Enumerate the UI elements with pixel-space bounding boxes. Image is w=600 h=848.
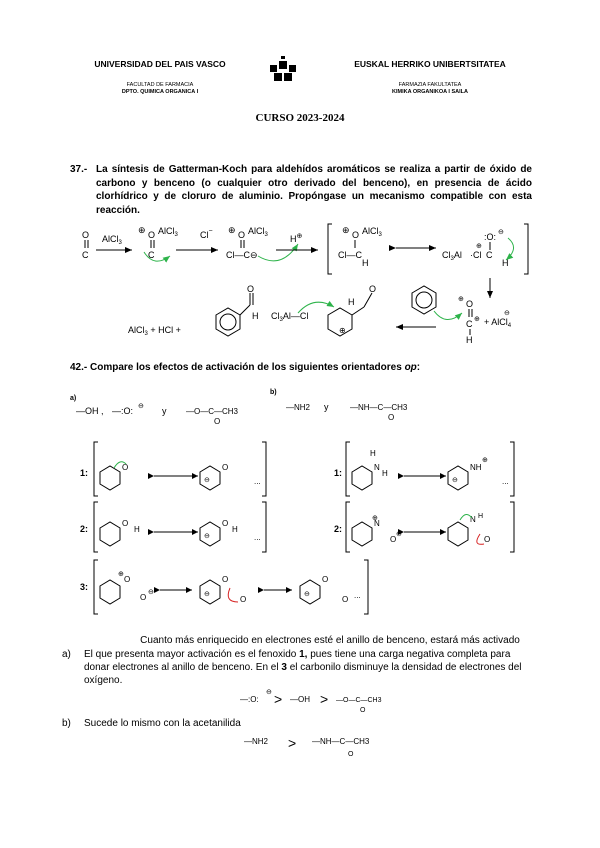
university-name-es: UNIVERSIDAD DEL PAIS VASCO: [94, 59, 226, 69]
svg-text:N: N: [470, 515, 476, 524]
svg-text:NH: NH: [470, 463, 482, 472]
svg-text:O: O: [360, 707, 366, 714]
svg-text:AlCl3: AlCl$_3$: [158, 226, 178, 238]
svg-text:⊖: ⊖: [304, 591, 310, 598]
header-right: [330, 59, 530, 96]
q37-scheme-row2: [66, 285, 536, 360]
svg-text:—O—C—CH3: —O—C—CH3: [336, 697, 382, 704]
svg-text:⊖: ⊖: [498, 229, 504, 236]
svg-text:H: H: [348, 297, 355, 307]
answer-a-label: a): [62, 649, 71, 660]
sub-oh: —OH ,: [76, 406, 104, 416]
svg-text:⊖: ⊖: [204, 477, 210, 484]
svg-text:⊕: ⊕: [474, 316, 480, 323]
svg-text:⊖: ⊖: [396, 531, 402, 538]
alcl3-reagent: AlCl$_3$: [102, 234, 122, 246]
q42-heading: [70, 361, 540, 374]
svg-text:H: H: [134, 525, 140, 534]
svg-text:H: H: [502, 258, 509, 268]
svg-text:...: ...: [254, 477, 261, 486]
formyl-complex-a: [338, 225, 383, 268]
header-left: [70, 59, 250, 96]
svg-text:C: C: [148, 250, 155, 260]
svg-text:...: ...: [254, 533, 261, 542]
q37-text: La síntesis de Gatterman-Koch para aldehídos aromáticos se realiza a partir de óxido de carbono y benceno (o cualquier otro derivado del benceno), en presencia de ácido clorhídrico y de cloruro de aluminio. Propóngase un mecanismo compatible con esta reacción.: [96, 164, 532, 216]
svg-text:C: C: [466, 319, 473, 329]
co-molecule: [82, 230, 89, 260]
q37-number: 37.-: [70, 164, 88, 175]
y-a: y: [162, 406, 167, 416]
co-alcl3-complex: [138, 225, 179, 260]
svg-text:C: C: [486, 250, 493, 260]
faculty-eu: FARMAZIA FAKULTATEA: [398, 82, 462, 88]
svg-text:H: H: [370, 449, 376, 458]
svg-text:H: H: [362, 258, 369, 268]
svg-text:O: O: [390, 535, 397, 544]
svg-text:⊕: ⊕: [482, 457, 488, 464]
row2-label-b: 2:: [334, 524, 343, 534]
svg-text::O:: :O:: [484, 232, 497, 242]
svg-text:—:O:: —:O:: [240, 695, 259, 704]
svg-text:⊖: ⊖: [204, 591, 210, 598]
svg-text:...: ...: [502, 477, 509, 486]
proton: H⊕: [290, 233, 303, 244]
sub-nh-acetyl: —NH—C—CH3: [350, 403, 408, 412]
q42-text: Compare los efectos de activación de los siguientes orientadores op:: [90, 362, 421, 373]
university-name-eu: EUSKAL HERRIKO UNIBERTSITATEA: [354, 59, 506, 69]
svg-text:⊖: ⊖: [266, 689, 272, 696]
svg-text:O: O: [388, 413, 395, 422]
svg-text:O: O: [484, 535, 491, 544]
svg-text:Cl3Al: $Cl_3Al$: [442, 250, 462, 262]
svg-text:>: >: [274, 691, 283, 707]
svg-text:O: O: [322, 575, 329, 584]
svg-text:O: O: [122, 463, 129, 472]
svg-text:⊕: ⊕: [118, 571, 124, 578]
chloride: Cl−: [200, 228, 213, 240]
formyl-cation: [458, 296, 480, 345]
svg-text:⊕: ⊕: [458, 296, 464, 303]
svg-text:N: N: [374, 463, 380, 472]
course-title: CURSO 2023-2024: [255, 112, 345, 124]
answer-b-label: b): [62, 718, 71, 729]
benzaldehyde: [216, 285, 259, 336]
label-b: b): [270, 389, 277, 396]
svg-text:⊖: ⊖: [148, 589, 154, 596]
svg-text:⊖: ⊖: [138, 403, 144, 410]
sigma-complex: [328, 285, 376, 336]
svg-text:Cl—C: Cl—C: [338, 250, 362, 260]
svg-text:...: ...: [354, 591, 361, 600]
sub-o-acetyl: —O—C—CH3: [186, 407, 239, 416]
department-eu: KIMIKA ORGANIKOA I SAILA: [392, 89, 468, 95]
svg-text:—NH—C—CH3: —NH—C—CH3: [312, 737, 370, 746]
svg-text:O: O: [140, 593, 147, 602]
svg-text:⊕: ⊕: [138, 225, 146, 235]
svg-text:O: O: [122, 519, 129, 528]
svg-text:O: O: [124, 575, 131, 584]
svg-text:O: O: [222, 463, 229, 472]
sub-o-minus: —:O:: [112, 406, 134, 416]
sub-nh2: —NH2: [286, 403, 311, 412]
answer-a-text: El que presenta mayor activación es el fenoxido 1, pues tiene una carga negativa completa para donar electrones al anillo de benceno. En el 3 el carbonilo disminuye la densidad de electrones del oxígeno.: [84, 649, 522, 686]
svg-text:O: O: [222, 575, 229, 584]
row1-label-a: 1:: [80, 468, 89, 478]
svg-text:⊕: ⊕: [228, 225, 236, 235]
svg-text:—NH2: —NH2: [244, 737, 269, 746]
row1-label-b: 1:: [334, 468, 343, 478]
svg-text:Cl—C: Cl—C: [226, 250, 250, 260]
acyl-chloride-complex: [226, 225, 269, 260]
svg-text:⊖: ⊖: [452, 477, 458, 484]
svg-text:O: O: [369, 285, 377, 294]
order-a: [240, 684, 400, 714]
summary-text: Cuanto más enriquecido en electrones esté el anillo de benceno, estará más activado: [140, 635, 520, 646]
q42-number: 42.-: [70, 362, 88, 373]
svg-text:O: O: [352, 230, 360, 240]
svg-text:AlCl3: AlCl$_3$: [362, 226, 382, 238]
svg-text:⊕: ⊕: [476, 243, 482, 250]
svg-text:H: H: [232, 525, 238, 534]
svg-text:O: O: [247, 285, 255, 294]
svg-text:C: C: [82, 250, 89, 260]
svg-text:⊕: ⊕: [372, 515, 378, 522]
svg-text:O: O: [342, 595, 349, 604]
answer-b-text: Sucede lo mismo con la acetanilida: [84, 718, 241, 729]
q42-resonance-structures: [70, 438, 540, 618]
svg-text:H: H: [466, 335, 473, 345]
svg-text:O: O: [466, 299, 474, 309]
order-b: [244, 730, 404, 760]
y-b: y: [324, 402, 329, 412]
svg-text:O: O: [238, 230, 246, 240]
svg-text:O: O: [82, 230, 90, 240]
svg-text:⊖: ⊖: [250, 250, 258, 260]
products-text: AlCl$_3$ + HCl +: [128, 325, 181, 337]
benzene-attack: [412, 286, 436, 314]
svg-text:O: O: [348, 751, 354, 758]
svg-text:⊖: ⊖: [204, 533, 210, 540]
svg-text:O: O: [148, 230, 156, 240]
department-es: DPTO. QUIMICA ORGANICA I: [121, 89, 199, 95]
svg-text:⊕: ⊕: [339, 326, 346, 335]
faculty-es: FACULTAD DE FARMACIA: [126, 82, 194, 88]
svg-text:>: >: [288, 735, 297, 751]
svg-text:—OH: —OH: [290, 695, 310, 704]
row3-label: 3:: [80, 582, 89, 592]
q42-substituents: [66, 382, 540, 424]
svg-text:O: O: [240, 595, 247, 604]
university-logo-icon: [268, 55, 298, 85]
svg-text:H: H: [478, 513, 484, 520]
svg-text:O: O: [222, 519, 229, 528]
svg-text:⊖: ⊖: [504, 310, 510, 317]
row2-label-a: 2:: [80, 524, 89, 534]
svg-text:O: O: [214, 417, 221, 424]
svg-text:H: H: [252, 311, 259, 321]
svg-text:·Cl: ·Cl: [470, 250, 482, 260]
alcl4: + AlCl$_4$: [484, 317, 512, 329]
label-a: a): [70, 395, 77, 402]
cl3al-cl: $Cl_3Al—Cl$: [271, 311, 309, 323]
svg-text:>: >: [320, 691, 329, 707]
svg-text:AlCl3: AlCl$_3$: [248, 226, 268, 238]
svg-text:H: H: [382, 469, 388, 478]
svg-text:⊕: ⊕: [342, 225, 350, 235]
formyl-complex-b: [442, 229, 509, 268]
svg-text:N: N: [374, 519, 380, 528]
